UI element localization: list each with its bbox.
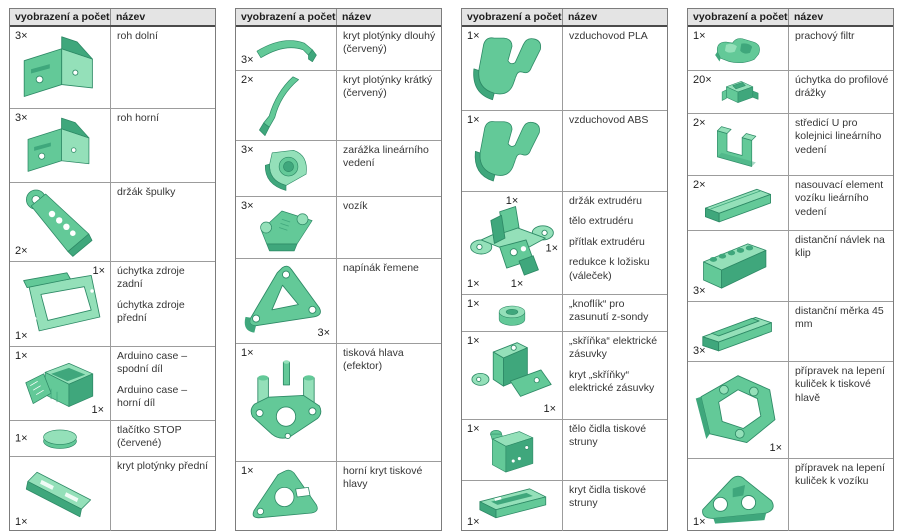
part-name-cell: [111, 109, 215, 182]
cover-strip-icon: [16, 460, 104, 529]
part-image-cell: [688, 27, 789, 70]
part-name: tisková hlava (efektor): [343, 347, 404, 373]
part-count: 1×: [467, 423, 480, 435]
part-image-cell: [236, 197, 337, 258]
part-name: roh dolní: [117, 30, 158, 42]
part-row: [688, 71, 893, 114]
part-row: [236, 344, 441, 462]
corner-bracket-icon: [16, 112, 104, 179]
part-count: 1×: [91, 404, 104, 416]
part-count: 1×: [693, 516, 706, 528]
part-name-cell: [789, 302, 893, 361]
extruder-icon: [468, 195, 556, 291]
part-image-cell: [462, 295, 563, 331]
part-name-cell: [563, 111, 667, 191]
part-image-cell: [236, 71, 337, 140]
part-count: 1×: [467, 335, 480, 347]
part-image-cell: [688, 114, 789, 175]
part-image-cell: [236, 141, 337, 196]
part-count: 1×: [545, 242, 558, 255]
part-name-cell: [337, 259, 441, 343]
part-row: [688, 459, 893, 531]
part-count: 3×: [317, 327, 330, 339]
part-name-cell: [563, 332, 667, 419]
part-image-cell: [462, 192, 563, 294]
part-name: kryt plotýnky přední: [117, 460, 209, 472]
table-header-row: [236, 9, 441, 27]
column-header-name: název: [342, 11, 372, 23]
part-name: kryt „skříňky“ elektrické zásuvky: [569, 368, 655, 395]
psu-frame-icon: [16, 265, 104, 343]
part-row: [688, 176, 893, 231]
part-image-cell: [236, 259, 337, 343]
sensor-body-icon: [468, 423, 556, 477]
part-name: horní kryt tiskové hlavy: [343, 465, 423, 491]
part-image-cell: [10, 457, 111, 531]
part-name: kryt plotýnky krátký (červený): [343, 74, 433, 100]
part-name: kryt plotýnky dlouhý (červený): [343, 30, 436, 56]
part-image-cell: [236, 344, 337, 461]
part-name: Arduino case – spodní díl: [117, 350, 188, 376]
part-row: [462, 192, 667, 295]
part-name-cell: [111, 421, 215, 456]
part-row: [10, 262, 215, 347]
part-row: [462, 295, 667, 332]
air-duct-icon: [468, 114, 556, 188]
part-name: zarážka lineárního vedení: [343, 144, 429, 170]
part-row: [10, 109, 215, 183]
part-row: [10, 421, 215, 457]
arc-short-icon: [242, 74, 330, 137]
part-row: [688, 362, 893, 459]
part-name-cell: [563, 295, 667, 331]
part-count: 2×: [693, 179, 706, 191]
gauge-bar-icon: [694, 305, 782, 358]
column-header-name: název: [568, 11, 598, 23]
air-duct-icon: [468, 30, 556, 107]
part-name: distanční měrka 45 mm: [795, 305, 884, 331]
part-image-cell: [10, 27, 111, 108]
part-name-cell: [111, 27, 215, 108]
slide-bar-icon: [694, 179, 782, 227]
part-image-cell: [462, 332, 563, 419]
part-count: 1×: [769, 442, 782, 454]
part-name: úchytka do profilové drážky: [795, 74, 889, 100]
part-name-cell: [337, 141, 441, 196]
part-name-cell: [111, 347, 215, 420]
column-header-count: vyobrazení a počet: [688, 9, 789, 25]
part-count: 20×: [693, 74, 712, 86]
part-name-cell: [563, 192, 667, 294]
linear-stop-icon: [242, 144, 330, 193]
part-name: vozík: [343, 200, 368, 212]
part-name-cell: [563, 420, 667, 480]
part-image-cell: [10, 262, 111, 346]
part-row: [688, 27, 893, 71]
part-name-cell: [563, 481, 667, 531]
knob-ring-icon: [468, 298, 556, 328]
part-count: 3×: [241, 54, 254, 66]
part-row: [236, 462, 441, 531]
part-name: středicí U pro kolejnici lineárního vedení: [795, 117, 882, 156]
part-image-cell: [688, 362, 789, 458]
part-name-cell: [789, 231, 893, 301]
part-name-cell: [563, 27, 667, 110]
part-count: 3×: [693, 285, 706, 297]
part-count: 1×: [241, 347, 254, 359]
column-header-count: vyobrazení a počet: [10, 9, 111, 25]
part-row: [10, 457, 215, 531]
part-name-cell: [337, 71, 441, 140]
part-count: 1×: [467, 516, 480, 528]
dust-filter-icon: [694, 30, 782, 67]
part-count: 1×: [467, 298, 480, 310]
part-name: „skříňka“ elektrické zásuvky: [569, 335, 658, 361]
column-header-name: název: [794, 11, 824, 23]
carriage-icon: [242, 200, 330, 255]
part-count: 1×: [15, 432, 28, 444]
part-name: držák špulky: [117, 186, 176, 198]
parts-table-1: [9, 8, 216, 531]
part-count: 1×: [467, 278, 480, 290]
column-header-count: vyobrazení a počet: [236, 9, 337, 25]
part-name-cell: [111, 457, 215, 531]
part-row: [236, 27, 441, 71]
part-count: 2×: [241, 74, 254, 86]
part-image-cell: [10, 109, 111, 182]
glue-jig-carriage-icon: [694, 462, 782, 529]
part-count: 2×: [693, 117, 706, 129]
part-name: napínák řemene: [343, 262, 419, 274]
parts-table-4: [687, 8, 894, 531]
part-name: distanční návlek na klip: [795, 234, 885, 260]
part-name: přítlak extrudéru: [569, 235, 645, 248]
part-image-cell: [10, 183, 111, 261]
part-name: vzduchovod ABS: [569, 114, 649, 126]
part-row: [236, 259, 441, 344]
part-image-cell: [688, 459, 789, 531]
part-image-cell: [688, 302, 789, 361]
part-name-cell: [337, 27, 441, 70]
u-block-icon: [694, 117, 782, 172]
part-image-cell: [688, 71, 789, 113]
part-row: [688, 302, 893, 362]
part-row: [462, 420, 667, 481]
part-name-cell: [789, 362, 893, 458]
effector-icon: [242, 347, 330, 458]
part-name-cell: [337, 197, 441, 258]
part-count: 1×: [467, 114, 480, 126]
part-image-cell: [236, 462, 337, 531]
part-row: [10, 347, 215, 421]
spacer-block-icon: [694, 234, 782, 298]
part-name: vzduchovod PLA: [569, 30, 648, 42]
part-image-cell: [236, 27, 337, 70]
sensor-cover-icon: [468, 484, 556, 529]
part-name: Arduino case – horní díl: [117, 383, 188, 410]
part-row: [688, 114, 893, 176]
part-row: [462, 111, 667, 192]
part-image-cell: [462, 420, 563, 480]
table-header-row: [688, 9, 893, 27]
part-name-cell: [789, 27, 893, 70]
part-count: 1×: [467, 30, 480, 42]
part-name-cell: [111, 262, 215, 346]
part-name-cell: [337, 462, 441, 531]
part-name-cell: [337, 344, 441, 461]
part-image-cell: [688, 231, 789, 301]
column-header-name: název: [116, 11, 146, 23]
part-name-cell: [789, 71, 893, 113]
part-row: [236, 141, 441, 197]
top-cover-icon: [242, 465, 330, 529]
part-name: „knoflík“ pro zasunutí z-sondy: [569, 298, 649, 324]
part-count: 2×: [15, 245, 28, 257]
parts-table-3: [461, 8, 668, 531]
part-image-cell: [462, 481, 563, 531]
part-name: kryt čidla tiskové struny: [569, 484, 647, 510]
part-name-cell: [789, 176, 893, 230]
part-name: prachový filtr: [795, 30, 855, 42]
table-header-row: [10, 9, 215, 27]
part-row: [236, 71, 441, 141]
part-name: tlačítko STOP (červené): [117, 424, 182, 450]
part-image-cell: [10, 347, 111, 420]
part-image-cell: [462, 111, 563, 191]
part-name: roh horní: [117, 112, 160, 124]
corner-bracket-icon: [16, 30, 104, 105]
part-name: tělo čidla tiskové struny: [569, 423, 647, 449]
spool-arm-icon: [16, 186, 104, 258]
part-row: [462, 481, 667, 531]
table-header-row: [462, 9, 667, 27]
parts-table-2: [235, 8, 442, 531]
part-count: 1×: [693, 30, 706, 42]
parts-tables: [9, 8, 894, 531]
part-name: držák extrudéru: [569, 195, 642, 207]
column-header-count: vyobrazení a počet: [462, 9, 563, 25]
part-row: [236, 197, 441, 259]
arc-long-icon: [242, 30, 330, 67]
part-row: [688, 231, 893, 302]
part-count: 3×: [241, 200, 254, 212]
part-name: úchytka zdroje přední: [117, 298, 185, 325]
part-name: redukce k ložisku (váleček): [569, 256, 650, 282]
part-name: přípravek na lepení kuliček k tiskové hlavě: [795, 365, 885, 404]
part-row: [462, 27, 667, 111]
part-name-cell: [111, 183, 215, 261]
part-count: 1×: [92, 265, 105, 277]
part-count: 1×: [543, 403, 556, 415]
part-count: 3×: [241, 144, 254, 156]
part-image-cell: [10, 421, 111, 456]
part-row: [10, 27, 215, 109]
part-count: 1×: [15, 350, 28, 362]
part-row: [10, 183, 215, 262]
part-count: 1×: [15, 516, 28, 528]
part-row: [462, 332, 667, 420]
part-count: 1×: [505, 195, 519, 207]
part-image-cell: [688, 176, 789, 230]
part-count: 1×: [510, 278, 524, 290]
part-name: nasouvací element vozíku lieárního vedení: [795, 179, 884, 218]
part-name: tělo extrudéru: [569, 215, 634, 228]
part-count: 3×: [693, 345, 706, 357]
stop-disc-icon: [16, 424, 104, 453]
part-count: 3×: [15, 30, 28, 42]
part-count: 3×: [15, 112, 28, 124]
part-name: úchytka zdroje zadní: [117, 265, 185, 291]
part-count: 1×: [15, 330, 28, 342]
part-image-cell: [462, 27, 563, 110]
part-name: přípravek na lepení kuliček k vozíku: [795, 462, 885, 488]
part-name-cell: [789, 459, 893, 531]
part-name-cell: [789, 114, 893, 175]
part-count: 1×: [241, 465, 254, 477]
